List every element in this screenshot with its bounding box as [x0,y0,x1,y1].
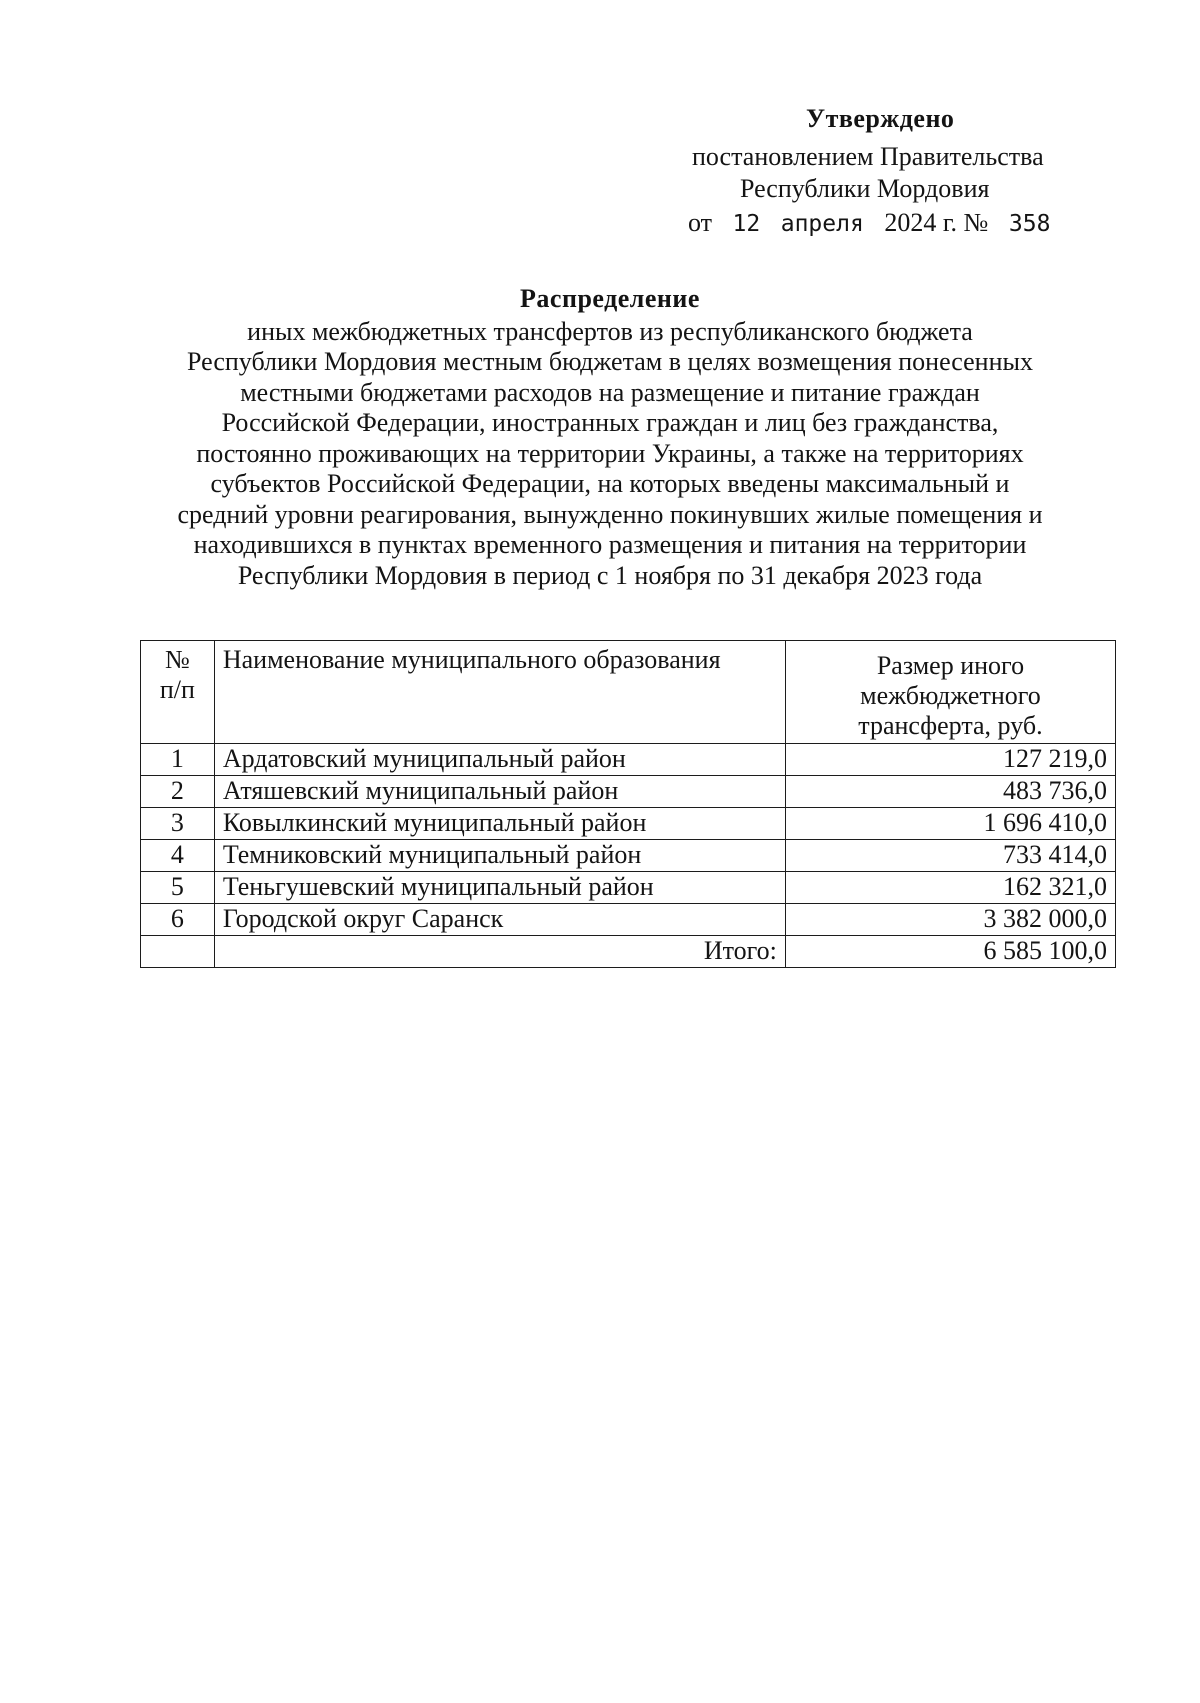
row-name: Теньгушевский муниципальный район [214,872,785,904]
row-num: 4 [141,840,215,872]
approval-date-line [688,206,1050,241]
approval-resolution-line: постановлением Правительства [692,142,1044,171]
total-label: Итого: [214,936,785,968]
row-name: Темниковский муниципальный район [214,840,785,872]
approval-title: Утверждено [806,104,955,133]
table-row [141,744,1116,776]
row-name: Ардатовский муниципальный район [214,744,785,776]
table-row [141,776,1116,808]
header-amount: Размер иного межбюджетного трансферта, руб. [785,641,1115,744]
row-num: 6 [141,904,215,936]
row-num: 2 [141,776,215,808]
row-amount: 3 382 000,0 [785,904,1115,936]
distribution-table [140,640,1116,968]
row-num: 5 [141,872,215,904]
row-name: Ковылкинский муниципальный район [214,808,785,840]
total-num-empty [141,936,215,968]
date-year-number-label: 2024 г. № [884,208,989,237]
document-subtitle: иных межбюджетных трансфертов из республиканского бюджета Республики Мордовия местным бюджетам в целях возмещения понесенных местными бюджетами расходов на размещение и питание граждан Российской Федерации, иностранных граждан и лиц без гражданства, постоянно проживающих на территории Украины, а также на территориях субъектов Российской Федерации, на которых введены максимальный и средний уровни реагирования, вынужденно покинувших жилые помещения и находившихся в пунктах временного размещения и питания на территории Республики Мордовия в период с 1 ноября по 31 декабря 2023 года [177,316,1043,590]
document-title: Распределение [520,284,700,313]
table-row [141,808,1116,840]
header-name: Наименование муниципального образования [214,641,785,744]
table-row [141,872,1116,904]
table-row [141,904,1116,936]
row-num: 3 [141,808,215,840]
date-day: 12 [732,211,761,237]
date-prefix: от [688,208,713,237]
doc-number: 358 [1008,211,1051,237]
date-month: апреля [780,211,864,237]
row-amount: 733 414,0 [785,840,1115,872]
table-total-row [141,936,1116,968]
document-heading [150,284,1070,591]
row-name: Атяшевский муниципальный район [214,776,785,808]
row-num: 1 [141,744,215,776]
row-name: Городской округ Саранск [214,904,785,936]
total-amount: 6 585 100,0 [785,936,1115,968]
approval-republic-line: Республики Мордовия [740,174,990,203]
row-amount: 127 219,0 [785,744,1115,776]
table-row [141,840,1116,872]
row-amount: 483 736,0 [785,776,1115,808]
row-amount: 1 696 410,0 [785,808,1115,840]
row-amount: 162 321,0 [785,872,1115,904]
header-num: № п/п [141,641,215,744]
table-header-row [141,641,1116,744]
